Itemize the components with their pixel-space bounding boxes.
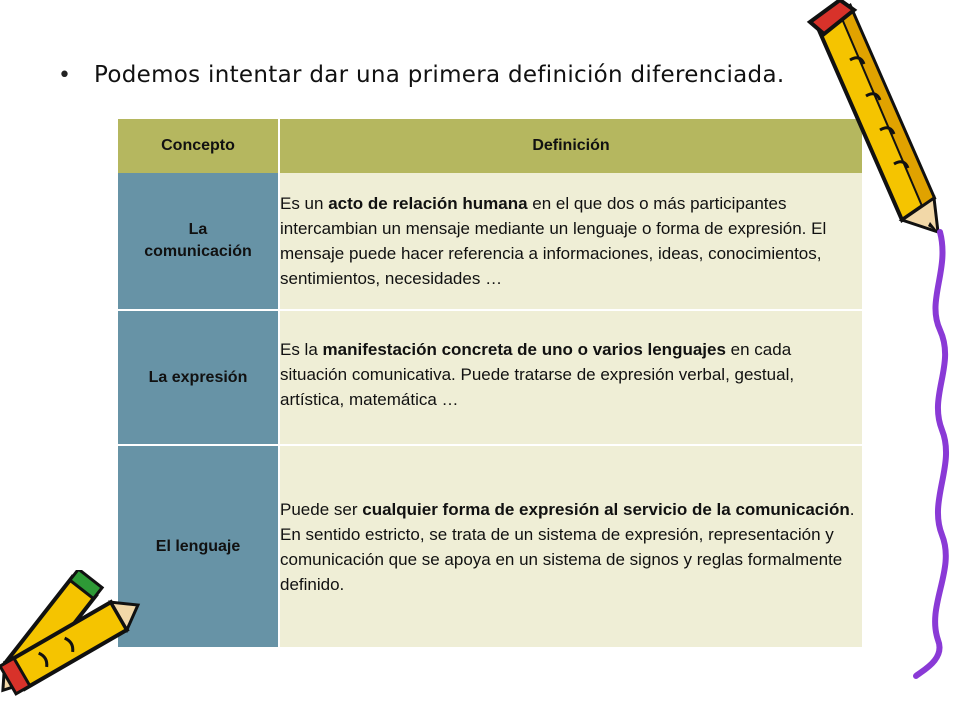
definition-text-bold: manifestación concreta de uno o varios lenguajes [322,340,726,359]
definition-text-pre: Es un [280,194,329,213]
column-header-definition: Definición [279,119,862,173]
column-header-concept: Concepto [118,119,279,173]
definition-text-post: . En sentido estricto, se trata de un sistema de expresión, representación y comunicación que se apoya en un sistema de signos y reglas formalmente definido. [280,499,855,594]
definitions-table [118,119,862,647]
definition-text-pre: Puede ser [280,499,363,519]
slide-heading: Podemos intentar dar una primera definición diferenciada. [94,62,785,88]
definition-cell [279,310,862,445]
definition-text-bold: acto de relación humana [328,194,528,213]
definition-text-post: en cada situación comunicativa. Puede tratarse de expresión verbal, gestual, artística, matemática … [280,340,795,409]
concept-label: El lenguaje [155,537,241,555]
concept-cell [118,173,279,310]
table-row [118,445,862,647]
definition-text [280,317,862,412]
slide-heading-row [58,62,858,88]
concept-label: La expresión [148,368,248,386]
definition-cell [279,173,862,310]
definition-cell [279,445,862,647]
table-row [118,173,862,310]
table-row [118,310,862,445]
definition-text [280,500,854,594]
concept-label: La comunicación [144,221,252,260]
pencil-clipart-left-icon [0,570,150,720]
pencil-clipart-right-icon [800,0,960,720]
table-header-row [118,119,862,173]
definition-text-post: en el que dos o más participantes intercambian un mensaje mediante un lenguaje o forma de expresión. El mensaje puede hacer referencia a informaciones, ideas, conocimientos, sentimientos, necesidades … [280,194,827,288]
concept-cell [118,310,279,445]
definition-text-bold: cualquier forma de expresión al servicio de la comunicación [362,499,850,519]
definition-text [280,194,826,288]
bullet-point: • [58,62,71,88]
definition-text-pre: Es la [280,340,323,359]
